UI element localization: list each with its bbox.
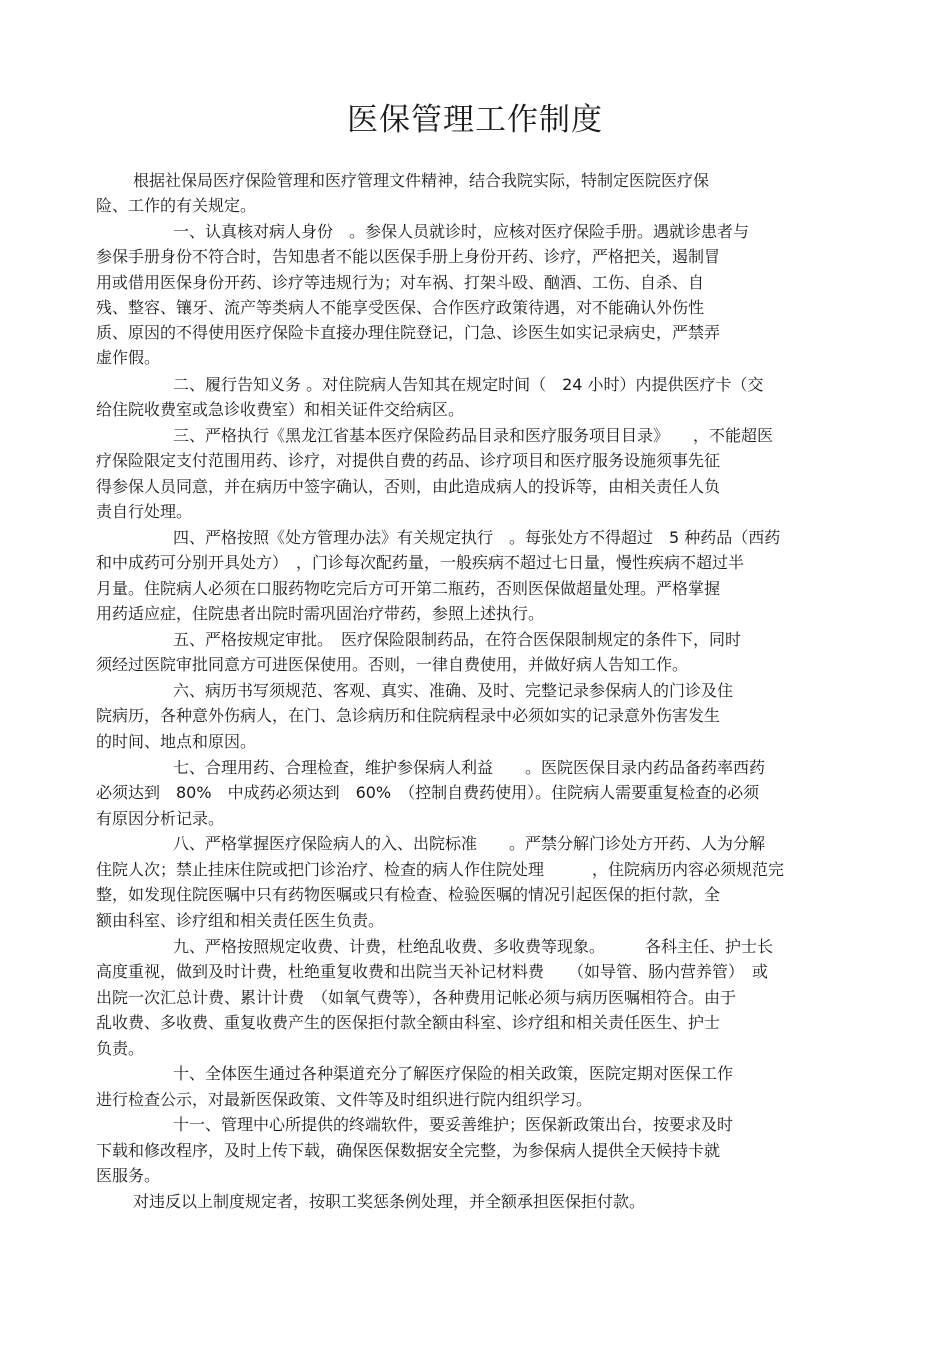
paragraph-line: 八、严格掌握医疗保险病人的入、出院标准 。严禁分解门诊处方开药、人为分解 xyxy=(173,834,766,853)
paragraph-line: 责自行处理。 xyxy=(96,502,193,521)
paragraph-line: 四、严格按照《处方管理办法》有关规定执行 。每张处方不得超过 5 种药品（西药 xyxy=(173,528,781,547)
paragraph-line: 十一、管理中心所提供的终端软件，要妥善维护；医保新政策出台，按要求及时 xyxy=(173,1115,734,1134)
paragraph-line: 住院人次；禁止挂床住院或把门诊治疗、检查的病人作住院处理 ，住院病历内容必须规范完 xyxy=(96,860,785,879)
paragraph-line: 必须达到 80% 中成药必须达到 60% （控制自费药使用）。住院病人需要重复检查的必须 xyxy=(96,783,760,802)
paragraph-line: 残、整容、镶牙、流产等类病人不能享受医保、合作医疗政策待遇，对不能确认外伤性 xyxy=(96,298,705,317)
paragraph-line: 须经过医院审批同意方可进医保使用。否则，一律自费使用，并做好病人告知工作。 xyxy=(96,655,689,674)
paragraph-line: 高度重视，做到及时计费，杜绝重复收费和出院当天补记材料费 （如导管、肠内营养管） 或 xyxy=(96,962,769,981)
paragraph-line: 院病历，各种意外伤病人，在门、急诊病历和住院病程录中必须如实的记录意外伤害发生 xyxy=(96,706,721,725)
paragraph-line: 整，如发现住院医嘱中只有药物医嘱或只有检查、检验医嘱的情况引起医保的拒付款，全 xyxy=(96,885,721,904)
paragraph-line: 根据社保局医疗保险管理和医疗管理文件精神，结合我院实际，特制定医院医疗保 xyxy=(133,171,710,190)
document-title: 医保管理工作制度 xyxy=(347,102,603,138)
paragraph-line: 九、严格按照规定收费、计费，杜绝乱收费、多收费等现象。 各科主任、护士长 xyxy=(173,937,774,956)
paragraph-line: 虚作假。 xyxy=(96,348,161,367)
paragraph-line: 六、病历书写须规范、客观、真实、准确、及时、完整记录参保病人的门诊及住 xyxy=(173,681,734,700)
paragraph-line: 进行检查公示，对最新医保政策、文件等及时组织进行院内组织学习。 xyxy=(96,1090,593,1109)
paragraph-line: 得参保人员同意，并在病历中签字确认，否则，由此造成病人的投诉等，由相关责任人负 xyxy=(96,477,721,496)
paragraph-line: 的时间、地点和原因。 xyxy=(96,732,257,751)
paragraph-line: 十、全体医生通过各种渠道充分了解医疗保险的相关政策，医院定期对医保工作 xyxy=(173,1064,734,1083)
paragraph-line: 医服务。 xyxy=(96,1166,161,1185)
paragraph-line: 二、履行告知义务 。对住院病人告知其在规定时间（ 24 小时）内提供医疗卡（交 xyxy=(173,375,764,394)
paragraph-line: 五、严格按规定审批。 医疗保险限制药品，在符合医保限制规定的条件下，同时 xyxy=(173,630,742,649)
paragraph-line: 对违反以上制度规定者，按职工奖惩条例处理，并全额承担医保拒付款。 xyxy=(133,1192,646,1211)
paragraph-line: 参保手册身份不符合时，告知患者不能以医保手册上身份开药、诊疗，严格把关，遏制冒 xyxy=(96,247,721,266)
paragraph-line: 和中成药可分别开具处方） ，门诊每次配药量，一般疾病不超过七日量，慢性疾病不超过半 xyxy=(96,553,745,572)
paragraph-line: 乱收费、多收费、重复收费产生的医保拒付款全额由科室、诊疗组和相关责任医生、护士 xyxy=(96,1013,721,1032)
paragraph-line: 用或借用医保身份开药、诊疗等违规行为；对车祸、打架斗殴、酗酒、工伤、自杀、自 xyxy=(96,273,705,292)
paragraph-line: 有原因分析记录。 xyxy=(96,809,225,828)
paragraph-line: 疗保险限定支付范围用药、诊疗，对提供自费的药品、诊疗项目和医疗服务设施须事先征 xyxy=(96,451,721,470)
paragraph-line: 质、原因的不得使用医疗保险卡直接办理住院登记，门急、诊医生如实记录病史，严禁弄 xyxy=(96,323,721,342)
paragraph-line: 额由科室、诊疗组和相关责任医生负责。 xyxy=(96,911,385,930)
paragraph-line: 一、认真核对病人身份 。参保人员就诊时，应核对医疗保险手册。遇就诊患者与 xyxy=(173,222,750,241)
paragraph-line: 负责。 xyxy=(96,1039,145,1058)
paragraph-line: 七、合理用药、合理检查，维护参保病人利益 。医院医保目录内药品备药率西药 xyxy=(173,758,766,777)
paragraph-line: 用药适应症，住院患者出院时需巩固治疗带药，参照上述执行。 xyxy=(96,604,545,623)
paragraph-line: 三、严格执行《黑龙江省基本医疗保险药品目录和医疗服务项目目录》 ，不能超医 xyxy=(173,426,774,445)
paragraph-line: 月量。住院病人必须在口服药物吃完后方可开第二瓶药，否则医保做超量处理。严格掌握 xyxy=(96,579,721,598)
paragraph-line: 给住院收费室或急诊收费室）和相关证件交给病区。 xyxy=(96,400,465,419)
paragraph-line: 下载和修改程序，及时上传下载，确保医保数据安全完整，为参保病人提供全天候持卡就 xyxy=(96,1141,721,1160)
paragraph-line: 险、工作的有关规定。 xyxy=(96,196,257,215)
paragraph-line: 出院一次汇总计费、累计计费 （如氧气费等），各种费用记帐必须与病历医嘱相符合。由于 xyxy=(96,988,737,1007)
